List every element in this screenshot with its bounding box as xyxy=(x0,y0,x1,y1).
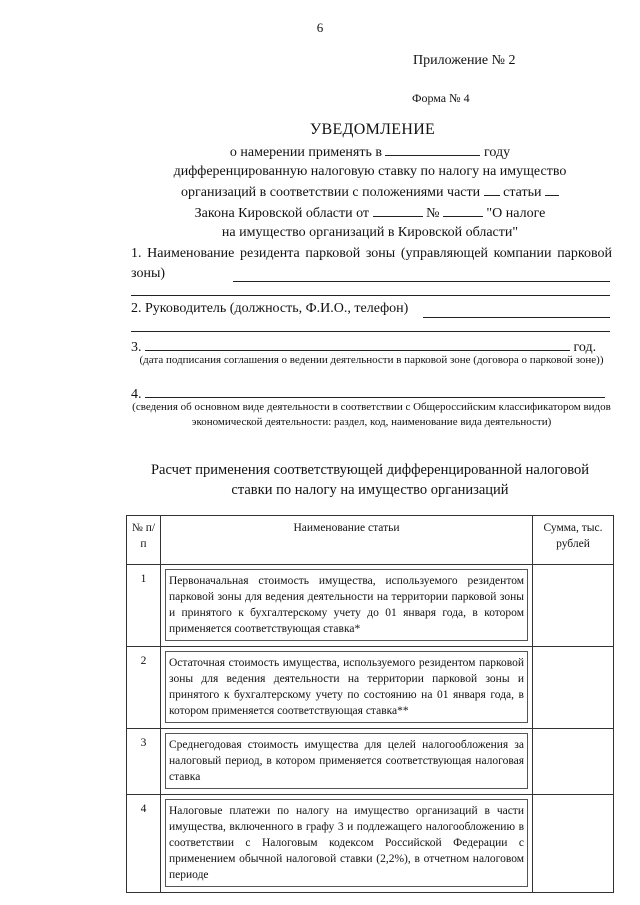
table-row xyxy=(127,647,614,729)
item-3-blank xyxy=(145,336,570,351)
row-number: 2 xyxy=(127,647,161,729)
row-name xyxy=(161,729,533,795)
intro-line-1-before: о намерении применять в xyxy=(229,145,382,160)
row-name-text: Остаточная стоимость имущества, используемого резидентом парковой зоны для ведения деятельности на территории парковой зоны и принятого к бухгалтерскому учету по состоянию на 01 января года, в котором применяется соответствующая ставка** xyxy=(165,651,528,723)
intro-line-4 xyxy=(130,202,610,223)
table-row xyxy=(127,565,614,647)
article-blank xyxy=(545,181,559,196)
item-1-label: 1. Наименование резидента парковой зоны (управляющей компании парковой зоны) xyxy=(131,246,612,281)
notice-intro xyxy=(130,141,610,242)
calc-title: Расчет применения соответствующей дифференцированной налоговой ставки по налогу на имущество организаций xyxy=(150,462,590,498)
item-3-note: (дата подписания соглашения о ведении деятельности в парковой зоне (договора о парковой зоне)) xyxy=(139,354,604,366)
row-name xyxy=(161,647,533,729)
intro-line-3-middle: статьи xyxy=(503,185,542,200)
form-number: Форма № 4 xyxy=(412,91,470,105)
intro-line-4-after: "О налоге xyxy=(486,206,546,221)
item-2-fill-line xyxy=(423,317,610,318)
calc-table xyxy=(126,515,614,893)
table-row xyxy=(127,729,614,795)
item-2-extra-line xyxy=(131,331,610,332)
row-name xyxy=(161,795,533,893)
row-number: 4 xyxy=(127,795,161,893)
law-date-blank xyxy=(373,202,423,217)
year-blank xyxy=(385,141,480,156)
law-number-blank xyxy=(443,202,483,217)
item-1-extra-line xyxy=(131,295,610,296)
page-number: 6 xyxy=(316,20,324,35)
notice-title: УВЕДОМЛЕНИЕ xyxy=(309,121,436,138)
row-name-text: Первоначальная стоимость имущества, используемого резидентом парковой зоны для ведения деятельности на территории парковой зоны и принятого к бухгалтерскому учету до 01 января года, в котором применяется соответствующая ставка* xyxy=(165,569,528,641)
part-blank xyxy=(484,181,500,196)
intro-line-2: дифференцированную налоговую ставку по налогу на имущество xyxy=(173,164,567,179)
header-number: № п/п xyxy=(127,516,161,565)
intro-line-1-after: году xyxy=(483,145,511,160)
row-number: 3 xyxy=(127,729,161,795)
intro-line-4-before: Закона Кировской области от xyxy=(194,206,370,221)
item-4-number: 4. xyxy=(131,387,142,402)
intro-line-5: на имущество организаций в Кировской области" xyxy=(221,225,519,240)
item-4-note: (сведения об основном виде деятельности в соответствии с Общероссийским классификатором видов экономической деятельности: раздел, код, наименование вида деятельности) xyxy=(132,401,611,428)
header-name: Наименование статьи xyxy=(161,516,533,565)
row-sum[interactable] xyxy=(533,729,614,795)
item-2-label: 2. Руководитель (должность, Ф.И.О., телефон) xyxy=(131,301,409,316)
item-3-suffix: год. xyxy=(573,340,597,355)
table-row xyxy=(127,795,614,893)
intro-line-4-number: № xyxy=(426,206,440,221)
intro-line-1 xyxy=(130,141,610,162)
intro-line-3 xyxy=(130,181,610,202)
row-name xyxy=(161,565,533,647)
row-name-text: Налоговые платежи по налогу на имущество организаций в части имущества, включенного в графу 3 и подлежащего налогообложению в соответствии с Налоговым кодексом Российской Федерации с применением обычной налоговой ставки (2,2%), в отчетном налоговом периоде xyxy=(165,799,528,887)
table-header-row xyxy=(127,516,614,565)
row-sum[interactable] xyxy=(533,647,614,729)
intro-line-3-before: организаций в соответствии с положениями части xyxy=(181,185,481,200)
row-name-text: Среднегодовая стоимость имущества для целей налогообложения за налоговый период, в котором применяется соответствующая налоговая ставка xyxy=(165,733,528,789)
row-number: 1 xyxy=(127,565,161,647)
header-sum: Сумма, тыс. рублей xyxy=(533,516,614,565)
item-3-number: 3. xyxy=(131,340,142,355)
appendix-label: Приложение № 2 xyxy=(413,53,516,68)
row-sum[interactable] xyxy=(533,795,614,893)
item-4-blank xyxy=(145,383,605,398)
row-sum[interactable] xyxy=(533,565,614,647)
item-1-fill-line xyxy=(233,281,610,282)
